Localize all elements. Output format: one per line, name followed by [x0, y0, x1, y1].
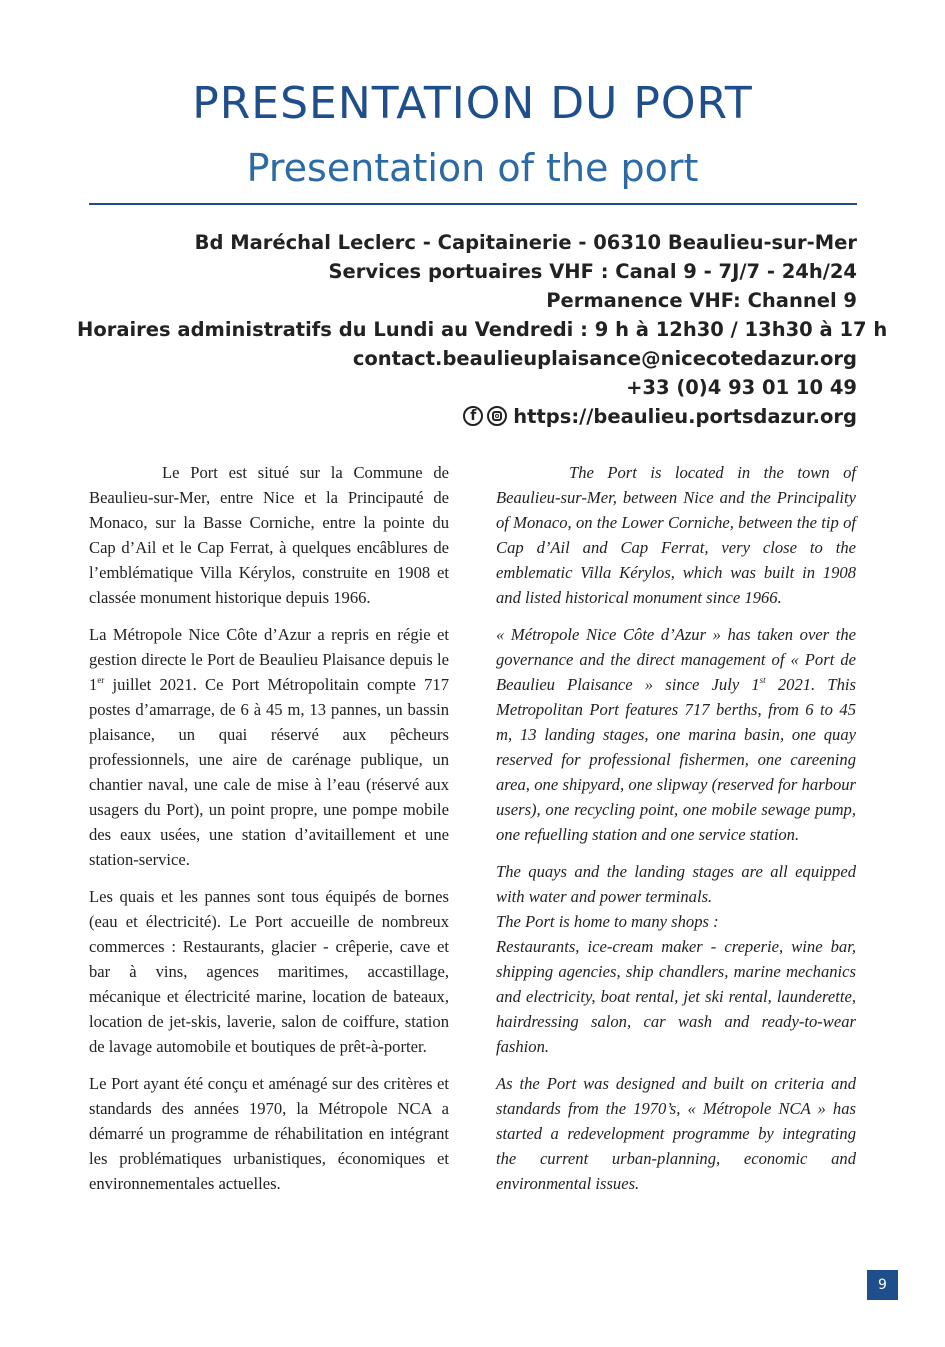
- social-icons: [463, 406, 507, 426]
- en-p2-superscript: st: [759, 675, 766, 685]
- website-link[interactable]: https://beaulieu.portsdazur.org: [513, 405, 857, 428]
- page-number: 9: [867, 1270, 898, 1300]
- en-p2-text-b: 2021. This Metropolitan Port features 717 berths, from 6 to 45 m, 13 landing stages, one marina basin, one quay reserved for professional fishermen, one careening area, one shipyard, one slipway (reserved for harbour users), one recycling point, one mobile sewage pump, one refuelling station and one service station.: [496, 675, 856, 844]
- email-link[interactable]: contact.beaulieuplaisance@nicecotedazur.org: [352, 347, 857, 370]
- facebook-icon[interactable]: [463, 406, 483, 426]
- instagram-icon[interactable]: [487, 406, 507, 426]
- title-divider: [89, 203, 857, 205]
- en-p3-line2: The Port is home to many shops :: [496, 912, 719, 931]
- website-line: [77, 402, 857, 431]
- en-p3-line3: Restaurants, ice-cream maker - creperie, wine bar, shipping agencies, ship chandlers, marine mechanics and electricity, boat rental, jet ski rental, launderette, hairdressing salon, car wash and ready-to-wear fashion.: [496, 937, 856, 1056]
- en-paragraph-redevelopment: As the Port was designed and built on criteria and standards from the 1970’s, « Métropole NCA » has started a redevelopment programme by integrating the current urban-planning, economic and environmental issues.: [496, 1074, 856, 1193]
- fr-paragraph-redevelopment: Le Port ayant été conçu et aménagé sur des critères et standards des années 1970, la Métropole NCA a démarré un programme de réhabilitation en intégrant les problématiques urbanistiques, économiques et environnementales actuelles.: [89, 1074, 449, 1193]
- contact-block: [77, 228, 888, 431]
- en-paragraph-location: The Port is located in the town of Beaulieu-sur-Mer, between Nice and the Principality of Monaco, on the Lower Corniche, between the tip of Cap d’Ail and Cap Ferrat, very close to the emblematic Villa Kérylos, which was built in 1908 and listed historical monument since 1966.: [496, 463, 856, 607]
- fr-paragraph-services: Les quais et les pannes sont tous équipés de bornes (eau et électricité). Le Port accueille de nombreux commerces : Restaurants, glacier - crêperie, cave et bar à vins, agences maritimes, accastillage, mécanique et électricité marine, location de bateaux, location de jet-skis, laverie, salon de coiffure, station de lavage automobile et boutiques de prêt-à-porter.: [89, 887, 449, 1056]
- fr-p2-superscript: er: [97, 675, 105, 685]
- office-hours-line: Horaires administratifs du Lundi au Vendredi : 9 h à 12h30 / 13h30 à 17 h: [77, 318, 888, 341]
- en-paragraph-management: [496, 622, 856, 847]
- fr-paragraph-management: [89, 622, 449, 872]
- fr-paragraph-location: Le Port est situé sur la Commune de Beaulieu-sur-Mer, entre Nice et la Principauté de Monaco, sur la Basse Corniche, entre la pointe du Cap d’Ail et le Cap Ferrat, à quelques encâblures de l’emblématique Villa Kérylos, construite en 1908 et classée monument historique depuis 1966.: [89, 463, 449, 607]
- page-subtitle: Presentation of the port: [246, 146, 699, 190]
- address-line: Bd Maréchal Leclerc - Capitainerie - 06310 Beaulieu-sur-Mer: [194, 231, 857, 254]
- page-title: PRESENTATION DU PORT: [192, 78, 753, 129]
- english-column: [496, 460, 856, 1208]
- french-column: [89, 460, 449, 1208]
- en-paragraph-services: [496, 859, 856, 1059]
- en-p3-line1: The quays and the landing stages are all equipped with water and power terminals.: [496, 862, 856, 906]
- vhf-permanence-line: Permanence VHF: Channel 9: [546, 289, 857, 312]
- phone-number[interactable]: +33 (0)4 93 01 10 49: [626, 376, 857, 399]
- vhf-services-line: Services portuaires VHF : Canal 9 - 7J/7 - 24h/24: [328, 260, 857, 283]
- fr-p2-text-a: La Métropole Nice Côte d’Azur a repris en régie et gestion directe le Port de Beaulieu Plaisance depuis le 1: [89, 625, 449, 694]
- en-p2-text-a: « Métropole Nice Côte d’Azur » has taken over the governance and the direct management of « Port de Beaulieu Plaisance » since July 1: [496, 625, 856, 694]
- fr-p2-text-b: juillet 2021. Ce Port Métropolitain compte 717 postes d’amarrage, de 6 à 45 m, 13 pannes, un bassin plaisance, un quai réservé aux pêcheurs professionnels, une aire de carénage publique, un chantier naval, une cale de mise à l’eau (réservé aux usagers du Port), un point propre, une pompe mobile des eaux usées, une station d’avitaillement et une station-service.: [89, 675, 449, 869]
